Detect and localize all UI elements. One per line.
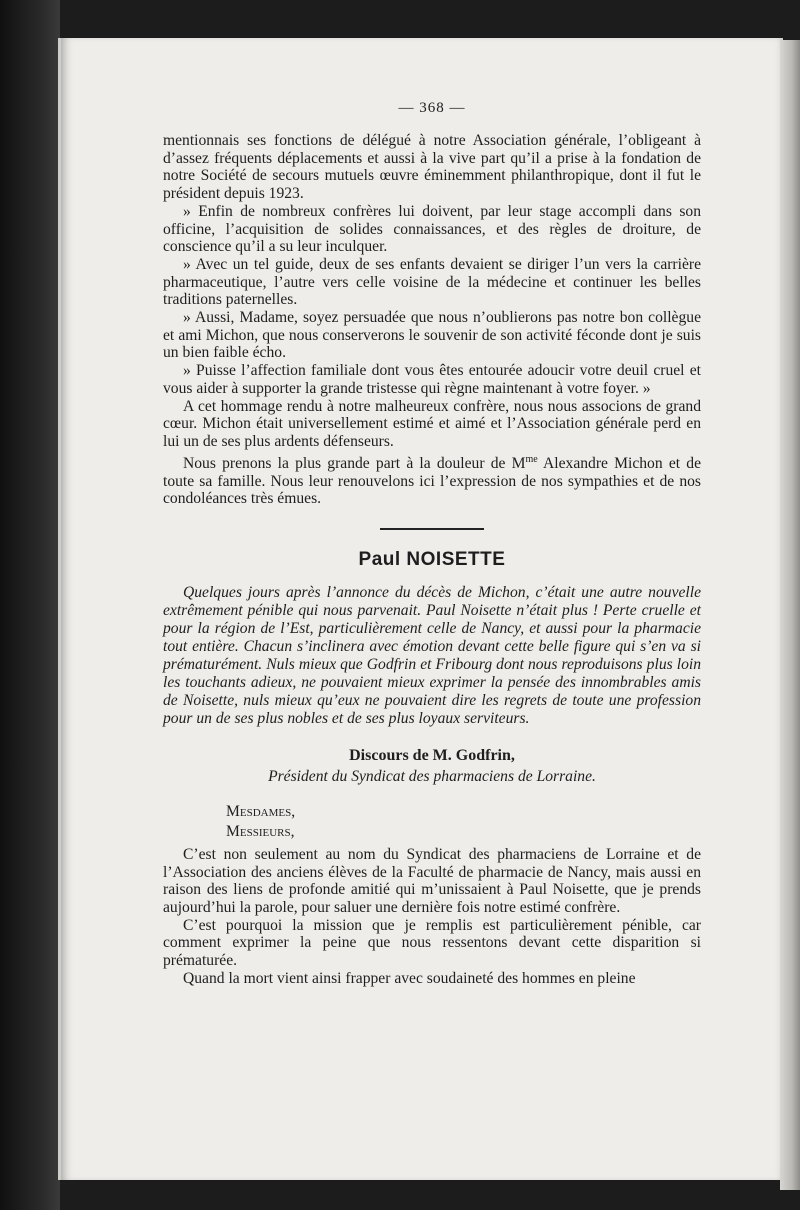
page-content <box>163 100 701 988</box>
salutation <box>163 802 701 842</box>
paragraph-condolences <box>163 451 701 508</box>
section-heading: Paul NOISETTE <box>358 548 506 570</box>
speech-paragraph: C’est pourquoi la mission que je remplis est particulièrement pénible, car comment exprimer la peine que nous ressentons devant cette disparition si prématurée. <box>163 916 701 970</box>
paragraph-quote: » Enfin de nombreux confrères lui doivent, par leur stage accompli dans son officine, l’acquisition de solides connaissances, et des règles de droiture, de conscience qu’il a su leur inculquer. <box>163 202 701 256</box>
speech-title: Discours de M. Godfrin, <box>349 746 515 764</box>
section-divider <box>380 528 484 530</box>
paragraph-quote: » Avec un tel guide, deux de ses enfants devaient se diriger l’un vers la carrière pharmaceutique, l’autre vers celle voisine de la médecine et continuer les belles traditions paternelles. <box>163 255 701 309</box>
page-number: — 368 — <box>398 100 466 116</box>
condolences-text-start: Nous prenons la plus grande part à la douleur de M <box>183 454 526 472</box>
salutation-line: Mesdames, <box>226 802 296 820</box>
speech-paragraph: Quand la mort vient ainsi frapper avec soudaineté des hommes en pleine <box>183 969 636 987</box>
paragraph: A cet hommage rendu à notre malheureux confrère, nous nous associons de grand cœur. Michon était universellement estimé et aimé et l’Association générale perd en lui un de ses plus ardents défenseurs. <box>163 397 701 450</box>
paragraph-quote: » Aussi, Madame, soyez persuadée que nous n’oublierons pas notre bon collègue et ami Michon, que nous conserverons le souvenir de son activité féconde dont je suis un bien faible écho. <box>163 309 701 362</box>
next-page-edge <box>780 40 800 1190</box>
speech-paragraph: C’est non seulement au nom du Syndicat des pharmaciens de Lorraine et de l’Association des anciens élèves de la Faculté de pharmacie de Nancy, mais aussi en raison des liens de profonde amitié qui m’unissaient à Paul Noisette, que je prends aujourd’hui la parole, pour saluer une dernière fois notre estimé confrère. <box>163 845 701 917</box>
condolences-text-end: Alexandre Michon et de toute sa famille. Nous leur renouvelons ici l’expression de nos sympathies et de nos condoléances très émues. <box>163 454 701 508</box>
superscript-me: me <box>525 453 538 465</box>
speech-subtitle: Président du Syndicat des pharmaciens de Lorraine. <box>268 767 596 785</box>
paragraph-quote: » Puisse l’affection familiale dont vous êtes entourée adoucir votre deuil cruel et vous aider à supporter la grande tristesse qui règne maintenant à votre foyer. » <box>163 362 701 397</box>
paragraph-continuation: mentionnais ses fonctions de délégué à notre Association générale, l’obligeant à d’assez fréquents déplacements et aussi à la vive part qu’il a prise à la fondation de notre Société de secours mutuels œuvre éminemment philanthropique, dont il fut le président depuis 1923. <box>163 132 701 203</box>
intro-paragraph: Quelques jours après l’annonce du décès de Michon, c’était une autre nouvelle extrêmement pénible qui nous parvenait. Paul Noisette n’était plus ! Perte cruelle et pour la région de l’Est, particulièrement celle de Nancy, et aussi pour la pharmacie tout entière. Chacun s’inclinera avec émotion devant cette belle figure qui s’en va si prématurément. Nuls mieux que Godfrin et Fribourg dont nous reproduisons plus loin les touchants adieux, ne pouvaient mieux exprimer la pensée des innombrables amis de Noisette, nuls mieux qu’eux ne pouvaient dire les regrets de toute une profession pour un de ses plus nobles et de ses plus loyaux serviteurs. <box>163 583 701 727</box>
book-binding-shadow <box>0 0 60 1210</box>
salutation-line: Messieurs, <box>226 822 295 840</box>
